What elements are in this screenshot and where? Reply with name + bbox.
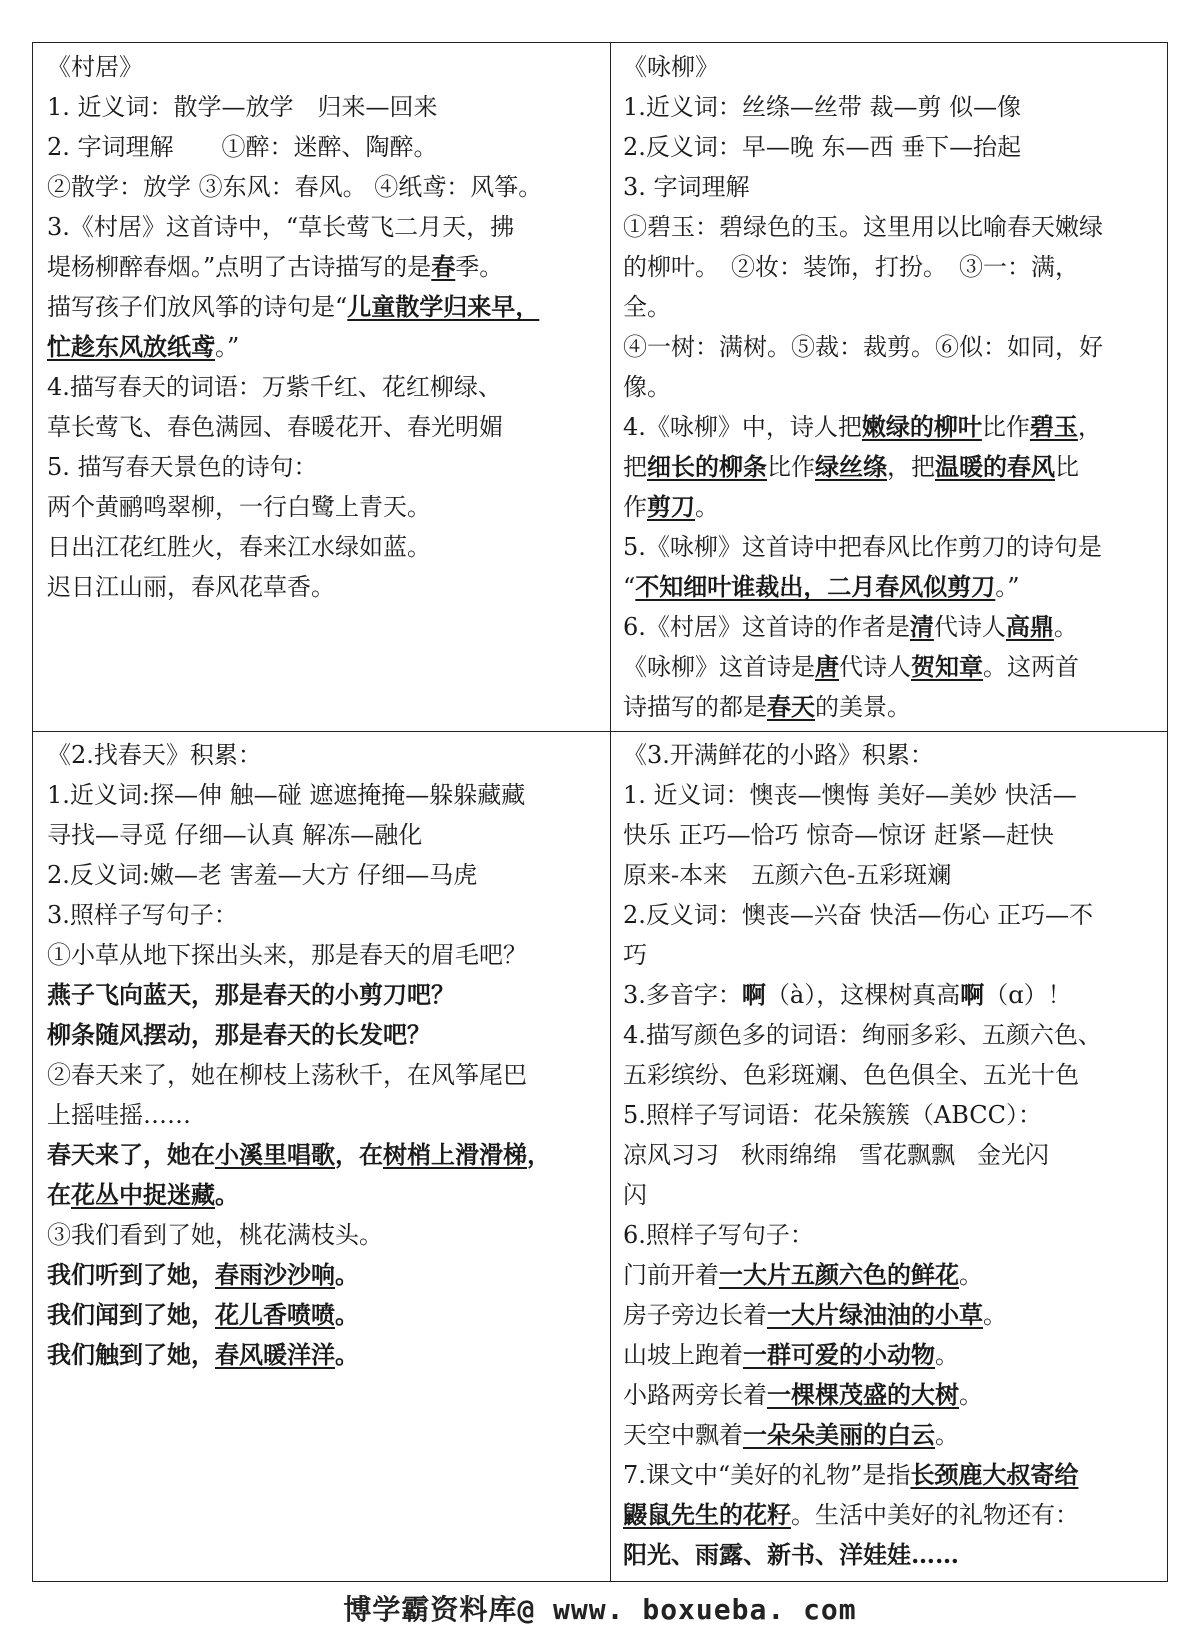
text-line: 2.反义词：懊丧—兴奋 快活—伤心 正巧—不 (623, 901, 1094, 929)
text-line: 1.近义词:探—伸 触—碰 遮遮掩掩—躲躲藏藏 (47, 781, 526, 809)
answer: 碧玉 (1029, 412, 1078, 441)
text-line (47, 287, 599, 327)
text-line (47, 247, 599, 287)
text-span: 3.多音字： (623, 981, 742, 1009)
text-line: 4.描写春天的词语：万紫千红、花红柳绿、 (47, 373, 502, 401)
text-line: 6.照样子写句子： (623, 1221, 814, 1249)
text-line: 3.照样子写句子： (47, 901, 238, 929)
text-span: 。 (335, 1260, 359, 1289)
text-line: 1. 近义词：懊丧—懊悔 美好—美妙 快活— (623, 781, 1077, 809)
text-line (623, 487, 1163, 527)
text-span: 代诗人 (839, 653, 911, 681)
text-line: 迟日江山丽，春风花草香。 (47, 573, 335, 601)
text-line: 寻找—寻觅 仔细—认真 解冻—融化 (47, 821, 423, 849)
worksheet-table (32, 42, 1168, 1582)
cell-kaimanxianhua (623, 735, 1163, 1577)
text-line: 两个黄鹂鸣翠柳，一行白鹭上青天。 (47, 493, 431, 521)
text-line (623, 1295, 1163, 1335)
text-line: 草长莺飞、春色满园、春暖花开、春光明媚 (47, 413, 503, 441)
text-line (623, 1375, 1163, 1415)
text-span: 房子旁边长着 (623, 1301, 767, 1329)
text-span: ，在 (335, 1140, 383, 1169)
text-line: 5.照样子写词语：花朵簇簇（ABCC）： (623, 1101, 1043, 1129)
text-line: ②散学：放学 ③东风：春风。 ④纸鸢：风筝。 (47, 173, 543, 201)
text-line (623, 1495, 1163, 1535)
cell-cunju (47, 47, 599, 729)
answer: 春风暖洋洋 (215, 1340, 335, 1369)
text-span: （à），这棵树真高 (765, 981, 961, 1009)
word: 雪花飘飘 (859, 1141, 955, 1169)
polyphone: 啊 (741, 980, 766, 1009)
text-span: ， (1077, 413, 1102, 441)
answer: 一大片五颜六色的鲜花 (719, 1260, 959, 1289)
text-line (623, 975, 1163, 1015)
answer: 春天 (767, 692, 815, 721)
answer: 高鼎 (1005, 612, 1054, 641)
section-title: 《村居》 (47, 53, 143, 81)
answer: 长颈鹿大叔寄给 (910, 1460, 1079, 1489)
text-line: 3.《村居》这首诗中，“草长莺飞二月天，拂 (47, 213, 515, 241)
answer: 一朵朵美丽的白云 (743, 1420, 935, 1449)
word: 秋雨绵绵 (741, 1141, 837, 1169)
text-line: 1. 近义词：散学—放学 归来—回来 (47, 93, 438, 121)
text-line (623, 407, 1163, 447)
text-span: 。” (995, 573, 1020, 601)
text-line: 5. 描写春天景色的诗句： (47, 453, 318, 481)
text-span: 。 (935, 1421, 959, 1449)
text-line: ①小草从地下探出头来，那是春天的眉毛吧？ (47, 941, 527, 969)
text-span: 。 (983, 1301, 1007, 1329)
text-span: 堤杨柳醉春烟。”点明了古诗描写的是 (47, 253, 432, 281)
word: 金光闪 (977, 1141, 1049, 1169)
text-line (623, 1455, 1163, 1495)
word: 凉风习习 (623, 1141, 719, 1169)
text-line (623, 567, 1163, 607)
text-line (623, 1335, 1163, 1375)
text-line (623, 447, 1163, 487)
section-title: 《咏柳》 (623, 53, 719, 81)
text-line: 4.描写颜色多的词语：绚丽多彩、五颜六色、 (623, 1021, 1102, 1049)
text-line: 像。 (623, 373, 671, 401)
answer: 剪刀 (647, 492, 695, 521)
text-span: 。 (935, 1341, 959, 1369)
answer: 一大片绿油油的小草 (767, 1300, 983, 1329)
text-span: 。” (215, 333, 240, 361)
text-line: 2. 字词理解 ①醉：迷醉、陶醉。 (47, 133, 438, 161)
text-line: 巧 (623, 941, 647, 969)
text-span: 山坡上跑着 (623, 1341, 743, 1369)
text-line: 5.《咏柳》这首诗中把春风比作剪刀的诗句是 (623, 533, 1102, 561)
text-span: 。 (335, 1300, 359, 1329)
answer-line: 柳条随风摆动，那是春天的长发吧？ (47, 1020, 431, 1049)
answer: 小溪里唱歌 (215, 1140, 335, 1169)
answer-line (47, 1335, 599, 1375)
text-span: 。生活中美好的礼物还有： (791, 1501, 1079, 1529)
answer: 春雨沙沙响 (215, 1260, 335, 1289)
text-line: 日出江花红胜火，春来江水绿如蓝。 (47, 533, 431, 561)
section-title: 《3.开满鲜花的小路》积累： (623, 741, 934, 769)
text-span: “ (623, 573, 636, 601)
text-span: 季。 (455, 253, 504, 281)
text-span: 作 (623, 493, 647, 521)
answer: 春 (431, 252, 456, 281)
answer: 清 (909, 612, 934, 641)
text-line: 闪 (623, 1181, 647, 1209)
text-span: 。 (215, 1180, 239, 1209)
text-line: ②春天来了，她在柳枝上荡秋千，在风筝尾巴 (47, 1061, 527, 1089)
cell-zhaochuntian (47, 735, 599, 1577)
row-divider (33, 731, 1167, 732)
text-span: 。 (335, 1340, 359, 1369)
text-span: ，把 (887, 453, 935, 481)
answer-line (47, 1135, 599, 1175)
text-line: 五彩缤纷、色彩斑斓、色色俱全、五光十色 (623, 1061, 1079, 1089)
text-line (623, 1255, 1163, 1295)
answer: 不知细叶谁裁出，二月春风似剪刀 (635, 572, 996, 601)
text-span: 天空中飘着 (623, 1421, 743, 1449)
answer: 唐 (815, 652, 839, 681)
text-line (623, 687, 1163, 727)
answer: 贺知章 (911, 652, 983, 681)
section-title: 《2.找春天》积累： (47, 741, 262, 769)
text-span: 我们触到了她， (47, 1340, 215, 1369)
answer-line: 阳光、雨露、新书、洋娃娃…… (623, 1540, 959, 1569)
answer: 花儿香喷喷 (215, 1300, 335, 1329)
text-span: 小路两旁长着 (623, 1381, 767, 1409)
text-line (623, 647, 1163, 687)
polyphone: 啊 (960, 980, 985, 1009)
text-span: 春天来了，她在 (47, 1140, 215, 1169)
text-span: 的美景。 (815, 693, 911, 721)
text-line: 快乐 正巧—恰巧 惊奇—惊讶 赶紧—赶快 (623, 821, 1054, 849)
text-line: 原来-本来 五颜六色-五彩斑斓 (623, 861, 952, 889)
answer: 细长的柳条 (647, 452, 767, 481)
text-line (623, 1415, 1163, 1455)
text-span: 比作 (981, 413, 1030, 441)
text-span: 。这两首 (983, 653, 1079, 681)
answer: 绿丝绦 (815, 452, 887, 481)
answer: 忙趁东风放纸鸢 (47, 332, 215, 361)
answer: 一群可爱的小动物 (743, 1340, 935, 1369)
text-line: 的柳叶。 ②妆：装饰，打扮。 ③一：满， (623, 253, 1079, 281)
text-span: 描写孩子们放风筝的诗句是“ (47, 293, 348, 321)
answer: 嫩绿的柳叶 (861, 412, 982, 441)
text-line: 2.反义词:嫩—老 害羞—大方 仔细—马虎 (47, 861, 478, 889)
text-line (623, 607, 1163, 647)
text-line: 上摇哇摇…… (47, 1101, 191, 1129)
answer: 花丛中捉迷藏 (71, 1180, 215, 1209)
text-span: 代诗人 (933, 613, 1006, 641)
text-span: 我们听到了她， (47, 1260, 215, 1289)
text-line: 2.反义词：早—晚 东—西 垂下—抬起 (623, 133, 1022, 161)
cell-yongliu (623, 47, 1163, 729)
text-line (623, 1135, 1163, 1175)
text-span: 7.课文中“美好的礼物”是指 (623, 1461, 911, 1489)
text-span: 我们闻到了她， (47, 1300, 215, 1329)
text-span: 《咏柳》这首诗是 (623, 653, 815, 681)
text-line (47, 327, 599, 367)
text-span: （ɑ）！ (984, 981, 1072, 1009)
answer-line (47, 1175, 599, 1215)
text-span: 比 (1055, 453, 1079, 481)
text-span: 。 (695, 493, 719, 521)
text-span: ， (527, 1140, 551, 1169)
text-line: ③我们看到了她，桃花满枝头。 (47, 1221, 383, 1249)
text-line: ①碧玉：碧绿色的玉。这里用以比喻春天嫩绿 (623, 213, 1103, 241)
text-span: 。 (1053, 613, 1078, 641)
answer-line: 燕子飞向蓝天，那是春天的小剪刀吧？ (47, 980, 455, 1009)
text-span: 把 (623, 453, 647, 481)
watermark-footer: 博学霸资料库@ www. boxueba. com (343, 1593, 857, 1626)
answer: 温暖的春风 (935, 452, 1055, 481)
text-span: 6.《村居》这首诗的作者是 (623, 613, 910, 641)
text-span: 4.《咏柳》中，诗人把 (623, 413, 862, 441)
text-line: ④一树：满树。⑤裁：裁剪。⑥似：如同，好 (623, 333, 1103, 361)
answer: 儿童散学归来早， (347, 292, 540, 321)
answer-line (47, 1295, 599, 1335)
text-span: 。 (959, 1261, 983, 1289)
answer: 鼹鼠先生的花籽 (623, 1500, 791, 1529)
text-span: 诗描写的都是 (623, 693, 767, 721)
text-span: 门前开着 (623, 1261, 719, 1289)
text-span: 在 (47, 1180, 71, 1209)
answer: 一棵棵茂盛的大树 (767, 1380, 959, 1409)
text-line: 全。 (623, 293, 671, 321)
text-line: 3. 字词理解 (623, 173, 750, 201)
text-span: 。 (959, 1381, 983, 1409)
answer: 树梢上滑滑梯 (383, 1140, 527, 1169)
text-line: 1.近义词：丝绦—丝带 裁—剪 似—像 (623, 93, 1022, 121)
text-span: 比作 (767, 453, 815, 481)
answer-line (47, 1255, 599, 1295)
column-divider (610, 43, 611, 1581)
